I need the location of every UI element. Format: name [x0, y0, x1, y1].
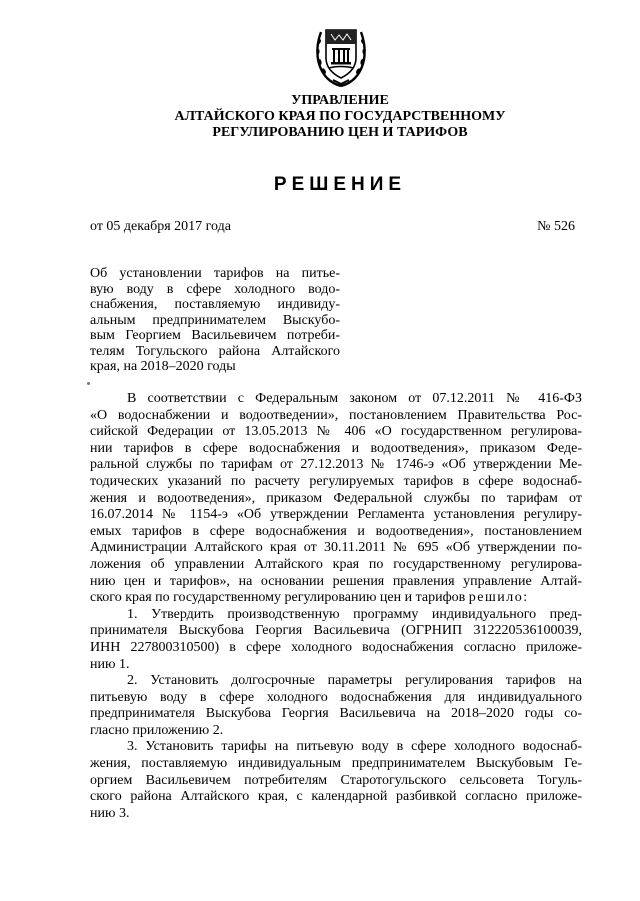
- item-1-line: принимателя Выскубова Георгия Васильевича (ОГРНИП 312220536100039,: [90, 623, 582, 639]
- document-body: [90, 391, 582, 822]
- document-date: от 05 декабря 2017 года: [90, 219, 231, 234]
- document-number: № 526: [537, 219, 575, 234]
- authority-line-2: АЛТАЙСКОГО КРАЯ ПО ГОСУДАРСТВЕННОМУ: [174, 109, 506, 124]
- preamble-line: В соответствии с Федеральным законом от 07.12.2011 № 416-ФЗ: [127, 391, 582, 406]
- preamble-line: тодических указаний по расчету регулируемых тарифов в сфере водоснаб-: [90, 473, 582, 489]
- preamble-line: ложения об управлении Алтайского края по государственному регулирова-: [90, 556, 582, 572]
- item-3-line: нию 3.: [90, 805, 130, 821]
- preamble-line: «О водоснабжении и водоотведении», постановлением Правительства Рос-: [90, 407, 582, 423]
- subject-line: снабжения, поставляемую индивиду-: [90, 297, 340, 312]
- decision-verb: решило:: [468, 590, 529, 606]
- preamble-last-line: [90, 590, 582, 607]
- preamble-line: нии тарифов в сфере водоснабжения и водоотведения», приказом Феде-: [90, 440, 582, 456]
- item-2-line: питьевую воду в сфере холодного водоснабжения для индивидуального: [90, 689, 582, 705]
- item-1-line: ИНН 227800310500) в сфере холодного водоснабжения согласно приложе-: [90, 639, 582, 655]
- document-subject: [90, 266, 340, 375]
- item-3-line: жения, поставляемую индивидуальным предпринимателем Выскубовым Ге-: [90, 756, 582, 772]
- item-2-line: 2. Установить долгосрочные параметры регулирования тарифов на: [127, 673, 582, 689]
- preamble-line: жения и водоотведения», приказом Федеральной службы по тарифам от: [90, 490, 582, 506]
- subject-line: края, на 2018–2020 годы: [90, 359, 236, 374]
- document-type-title: РЕШЕНИЕ: [273, 174, 407, 195]
- item-3-line: оргием Васильевичем потребителям Старотогульского сельсовета Тогуль-: [90, 772, 582, 788]
- preamble-line: емых тарифов в сфере водоснабжения и водоотведения», постановлением: [90, 523, 582, 539]
- item-2-line: гласно приложению 2.: [90, 722, 224, 738]
- subject-line: альным предпринимателем Выскубо-: [90, 312, 340, 328]
- preamble-line: 16.07.2014 № 1154-э «Об утверждении Регламента установления регулиру-: [90, 507, 582, 523]
- authority-line-1: УПРАВЛЕНИЕ: [291, 93, 389, 108]
- item-3-line: 3. Установить тарифы на питьевую воду в сфере холодного водоснаб-: [127, 739, 582, 755]
- issuing-authority: [90, 93, 590, 141]
- margin-dot: [87, 382, 90, 385]
- subject-line: вым Георгием Васильевичем потреби-: [90, 328, 340, 343]
- preamble-line: ральной службы по тарифам от 27.12.2013 № 1746-э «Об утверждении Ме-: [90, 457, 582, 473]
- item-3-line: ского района Алтайского края, с календарной разбивкой согласно приложе-: [90, 789, 582, 805]
- preamble-line-text: ского края по государственному регулированию цен и тарифов: [90, 590, 469, 606]
- altai-krai-coat-of-arms-icon: [313, 22, 369, 88]
- item-1-line: нию 1.: [90, 656, 130, 672]
- subject-line: вую воду в сфере холодного водо-: [90, 281, 340, 297]
- preamble-line: Администрации Алтайского края от 30.11.2011 № 695 «Об утверждении по-: [90, 540, 582, 556]
- item-2-line: предпринимателя Выскубова Георгия Васильевича на 2018–2020 годы со-: [90, 706, 582, 722]
- preamble-line: сийской Федерации от 13.05.2013 № 406 «О государственном регулирова-: [90, 424, 582, 440]
- preamble-line: нию цен и тарифов», на основании решения правления управление Алтай-: [90, 573, 582, 589]
- authority-line-3: РЕГУЛИРОВАНИЮ ЦЕН И ТАРИФОВ: [212, 125, 468, 140]
- item-1-line: 1. Утвердить производственную программу индивидуального пред-: [127, 606, 582, 622]
- subject-line: Об установлении тарифов на питье-: [90, 266, 340, 281]
- subject-line: телям Тогульского района Алтайского: [90, 343, 340, 359]
